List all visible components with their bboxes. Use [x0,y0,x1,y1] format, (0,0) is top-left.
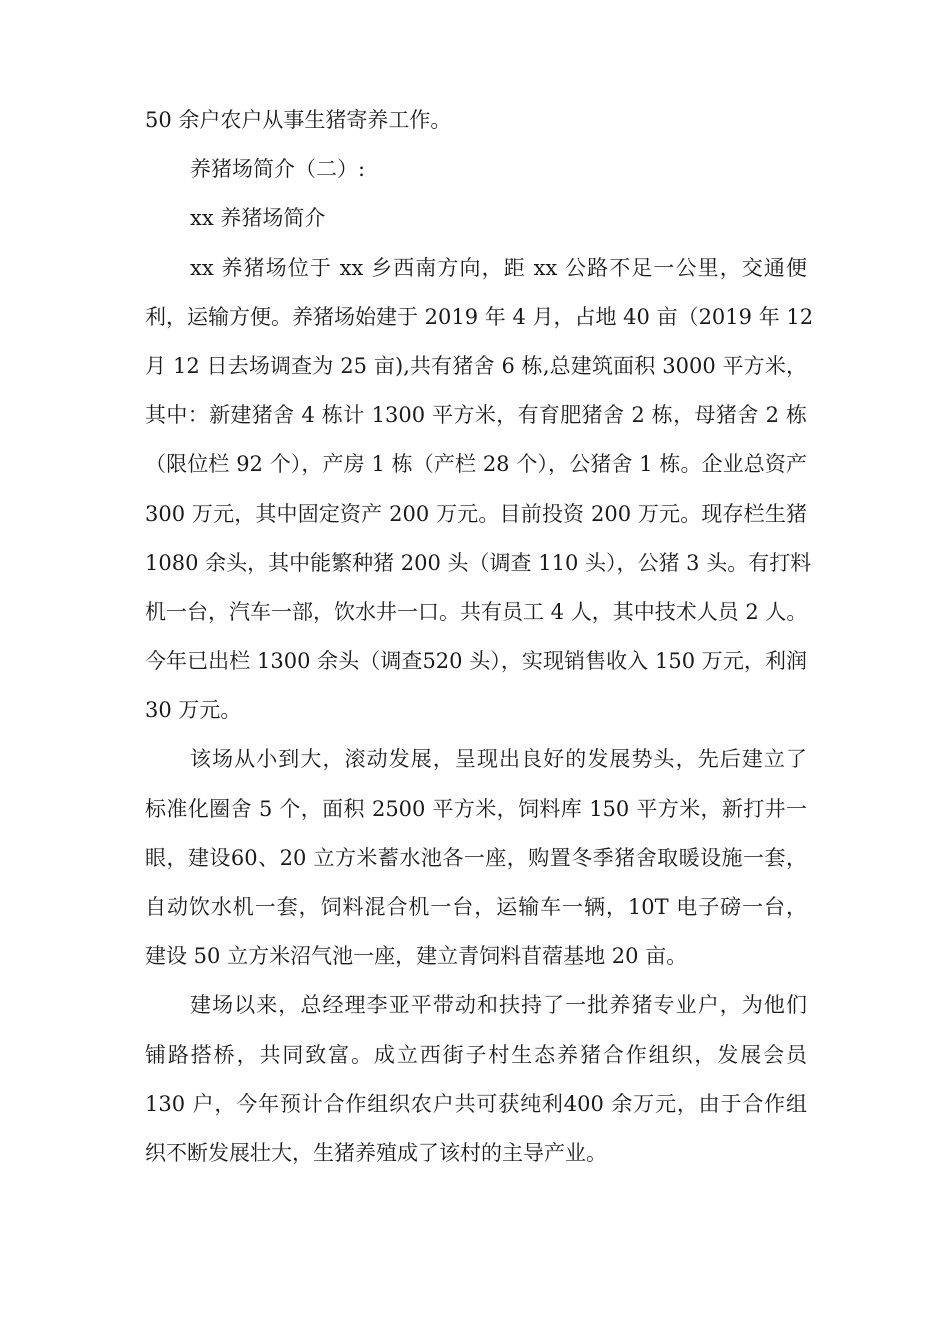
body-line: 300 万元，其中固定资产 200 万元。目前投资 200 万元。现存栏生猪 [145,501,807,526]
document-page [145,96,814,1178]
body-line: 利，运输方便。养猪场始建于 2019 年 4 月，占地 40 亩（2019 年 12 [145,304,814,329]
body-line: 标准化圈舍 5 个，面积 2500 平方米，饲料库 150 平方米，新打井一 [145,796,807,821]
body-line: xx 养猪场位于 xx 乡西南方向，距 xx 公路不足一公里，交通便 [190,255,807,280]
body-line: 自动饮水机一套，饲料混合机一台，运输车一辆，10T 电子磅一台， [145,895,807,919]
section-heading: 养猪场简介（二）: [190,157,366,182]
subsection-heading: xx 养猪场简介 [190,206,326,231]
body-line: 月 12 日去场调查为 25 亩),共有猪舍 6 栋,总建筑面积 3000 平方米， [145,353,807,378]
body-line: 今年已出栏 1300 余头（调查520 头），实现销售收入 150 万元，利润 [145,649,807,674]
body-line: 30 万元。 [145,698,242,723]
body-line: （限位栏 92 个），产房 1 栋（产栏 28 个），公猪舍 1 栋。企业总资产 [145,452,807,477]
body-line: 其中：新建猪舍 4 栋计 1300 平方米，有育肥猪舍 2 栋，母猪舍 2 栋 [145,403,807,428]
body-line: 该场从小到大，滚动发展，呈现出良好的发展势头，先后建立了 [190,747,807,772]
body-line: 建设 50 立方米沼气池一座，建立青饲料苜蓿基地 20 亩。 [145,944,688,969]
body-line: 50 余户农户从事生猪寄养工作。 [145,108,452,132]
body-line: 铺路搭桥，共同致富。成立西街子村生态养猪合作组织，发展会员 [145,1042,807,1067]
body-line: 1080 余头，其中能繁种猪 200 头（调查 110 头），公猪 3 头。有打料 [145,550,812,575]
body-line: 130 户，今年预计合作组织农户共可获纯利400 余万元，由于合作组 [145,1091,807,1116]
body-line: 织不断发展壮大，生猪养殖成了该村的主导产业。 [145,1140,607,1165]
body-line: 建场以来，总经理李亚平带动和扶持了一批养猪专业户，为他们 [190,993,807,1018]
body-line: 眼，建设60、20 立方米蓄水池各一座，购置冬季猪舍取暖设施一套， [145,845,807,870]
body-line: 机一台，汽车一部，饮水井一口。共有员工 4 人，其中技术人员 2 人。 [145,599,808,624]
